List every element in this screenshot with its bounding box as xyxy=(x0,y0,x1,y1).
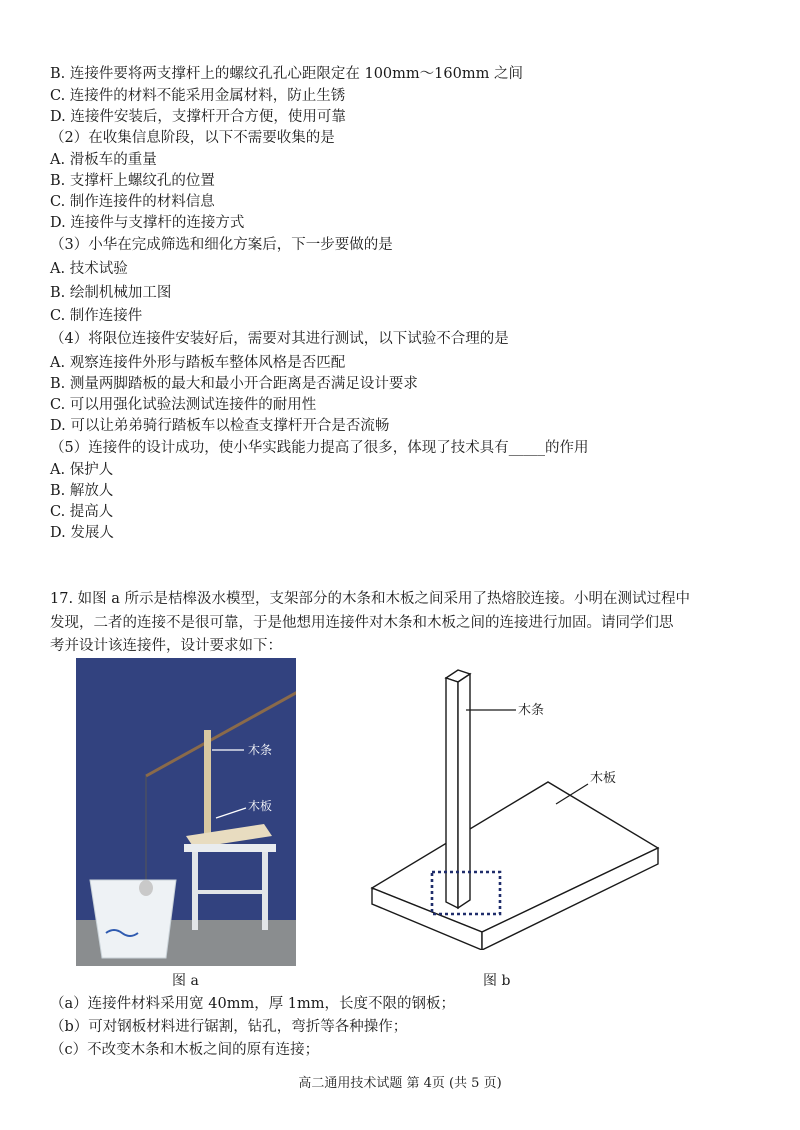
q16-4-option-d: D. 可以让弟弟骑行踏板车以检查支撑杆开合是否流畅 xyxy=(50,418,390,434)
water-bucket xyxy=(90,880,176,958)
q16-5-option-a: A. 保护人 xyxy=(50,462,114,478)
q16-4-option-a: A. 观察连接件外形与踏板车整体风格是否匹配 xyxy=(50,355,346,371)
q16-4-option-b: B. 测量两脚踏板的最大和最小开合距离是否满足设计要求 xyxy=(50,376,418,392)
diagram-label-board: 木板 xyxy=(590,771,617,786)
q16-3-option-a: A. 技术试验 xyxy=(50,261,128,277)
q16-5-option-b: B. 解放人 xyxy=(50,483,114,499)
q16-5-option-d: D. 发展人 xyxy=(50,525,114,541)
q17-stem-line-1: 17. 如图 a 所示是桔槔汲水模型，支架部分的木条和木板之间采用了热熔胶连接。小明在测试过程中 xyxy=(50,591,691,607)
photo-wood-strip xyxy=(204,730,211,842)
q17-stem-line-3: 考并设计该连接件，设计要求如下： xyxy=(50,638,282,654)
q17-requirement-c: （c）不改变木条和木板之间的原有连接； xyxy=(50,1042,320,1058)
q16-5-option-c: C. 提高人 xyxy=(50,504,114,520)
q16-option-c: C. 连接件的材料不能采用金属材料，防止生锈 xyxy=(50,88,346,104)
q16-2-option-a: A. 滑板车的重量 xyxy=(50,152,157,168)
q16-3-option-c: C. 制作连接件 xyxy=(50,308,143,324)
q16-subquestion-4: （4）将限位连接件安装好后，需要对其进行测试，以下试验不合理的是 xyxy=(50,331,509,347)
q16-2-option-b: B. 支撑杆上螺纹孔的位置 xyxy=(50,173,215,189)
diagram-strip-front xyxy=(446,678,458,908)
q17-requirement-b: （b）可对钢板材料进行锯割，钻孔，弯折等各种操作； xyxy=(50,1019,408,1035)
q16-subquestion-2: （2）在收集信息阶段，以下不需要收集的是 xyxy=(50,130,335,146)
figure-b-diagram xyxy=(360,650,690,950)
q16-option-d: D. 连接件安装后，支撑杆开合方便，使用可靠 xyxy=(50,109,346,125)
q16-2-option-c: C. 制作连接件的材料信息 xyxy=(50,194,215,210)
photo-label-board: 木板 xyxy=(248,799,273,813)
stool-top xyxy=(184,844,276,852)
q16-option-b: B. 连接件要将两支撑杆上的螺纹孔孔心距限定在 100mm～160mm 之间 xyxy=(50,66,523,82)
figure-b-caption: 图 b xyxy=(483,973,511,989)
q16-3-option-b: B. 绘制机械加工图 xyxy=(50,285,172,301)
q17-requirement-a: （a）连接件材料采用宽 40mm，厚 1mm，长度不限的钢板； xyxy=(50,996,456,1012)
figure-a-caption: 图 a xyxy=(172,973,199,989)
page-footer: 高二通用技术试题 第 4页 (共 5 页) xyxy=(298,1076,502,1091)
q16-subquestion-5: （5）连接件的设计成功，使小华实践能力提高了很多，体现了技术具有_____的作用 xyxy=(50,440,589,456)
small-pail xyxy=(139,880,153,896)
q17-stem-line-2: 发现，二者的连接不是很可靠，于是他想用连接件对木条和木板之间的连接进行加固。请同学们思 xyxy=(50,615,674,631)
figure-a-photo xyxy=(76,658,296,966)
photo-label-strip: 木条 xyxy=(248,743,273,757)
q16-subquestion-3: （3）小华在完成筛选和细化方案后，下一步要做的是 xyxy=(50,237,393,253)
q16-2-option-d: D. 连接件与支撑杆的连接方式 xyxy=(50,215,245,231)
diagram-label-strip: 木条 xyxy=(518,703,545,718)
q16-4-option-c: C. 可以用强化试验法测试连接件的耐用性 xyxy=(50,397,317,413)
